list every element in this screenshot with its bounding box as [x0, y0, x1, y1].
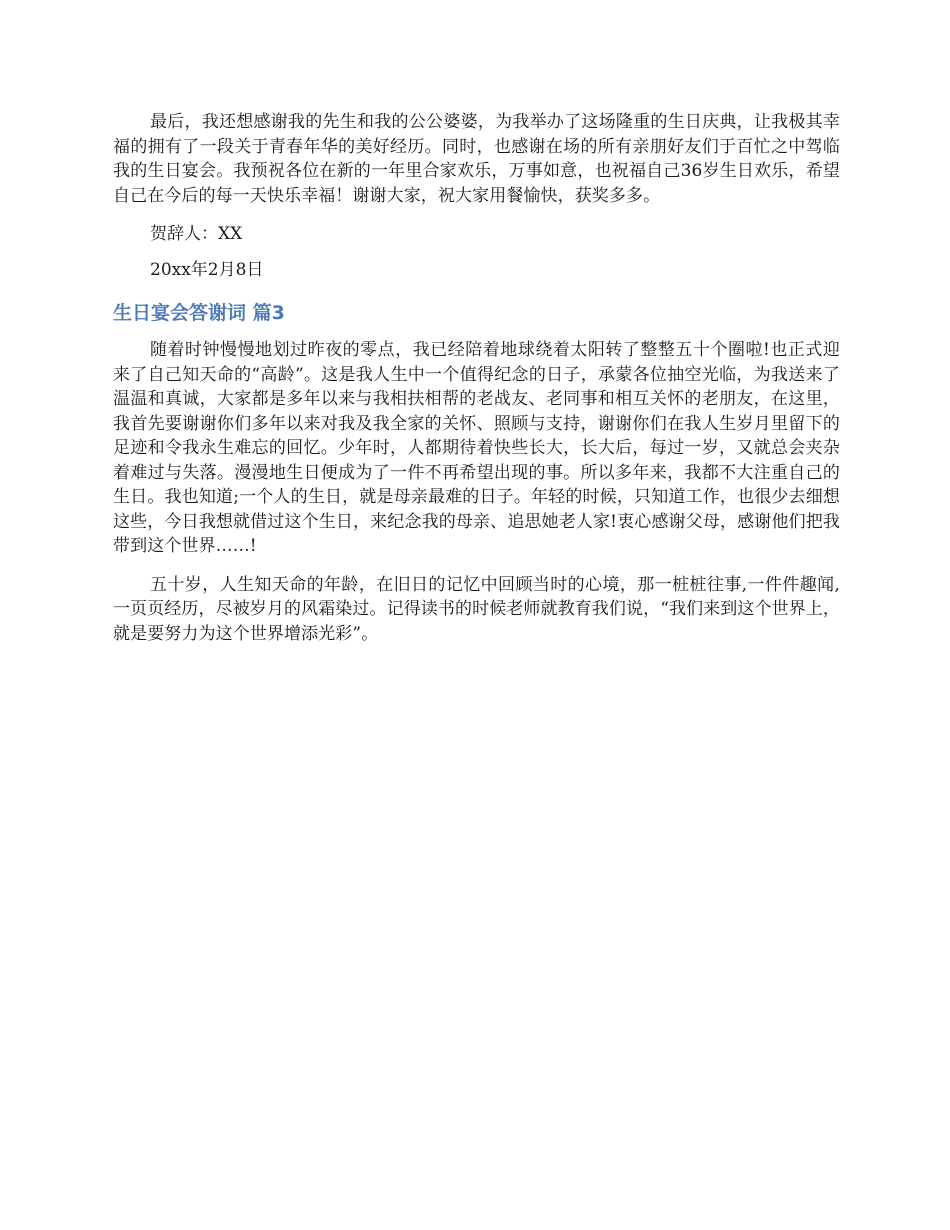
body-paragraph: 五十岁，人生知天命的年龄，在旧日的记忆中回顾当时的心境，那一桩桩往事,一件件趣闻,一页页经历，尽被岁月的风霜染过。记得读书的时候老师就教育我们说，“我们来到这个世界上，就是要努力为这个世界增添光彩”。 [113, 574, 840, 644]
section-heading: 生日宴会答谢词 篇3 [113, 302, 285, 324]
closing-paragraph: 最后，我还想感谢我的先生和我的公公婆婆，为我举办了这场隆重的生日庆典，让我极其幸福的拥有了一段关于青春年华的美好经历。同时，也感谢在场的所有亲朋好友们于百忙之中驾临我的生日宴会。我预祝各位在新的一年里合家欢乐，万事如意，也祝福自己36岁生日欢乐，希望自己在今后的每一天快乐幸福！谢谢大家，祝大家用餐愉快，获奖多多。 [113, 112, 840, 206]
signature-line: 贺辞人：XX [150, 224, 243, 244]
date-line: 20xx年2月8日 [150, 260, 264, 280]
document-page [113, 110, 840, 660]
body-paragraph: 随着时钟慢慢地划过昨夜的零点，我已经陪着地球绕着太阳转了整整五十个圈啦!也正式迎来了自己知天命的“高龄”。这是我人生中一个值得纪念的日子，承蒙各位抽空光临，为我送来了温温和真诚，大家都是多年以来与我相扶相帮的老战友、老同事和相互关怀的老朋友，在这里，我首先要谢谢你们多年以来对我及我全家的关怀、照顾与支持，谢谢你们在我人生岁月里留下的足迹和令我永生难忘的回忆。少年时，人都期待着快些长大，长大后，每过一岁，又就总会夹杂着难过与失落。漫漫地生日便成为了一件不再希望出现的事。所以多年来，我都不大注重自己的生日。我也知道;一个人的生日，就是母亲最难的日子。年轻的时候，只知道工作，也很少去细想这些，今日我想就借过这个生日，来纪念我的母亲、追思她老人家!衷心感谢父母，感谢他们把我带到这个世界……! [113, 340, 840, 556]
